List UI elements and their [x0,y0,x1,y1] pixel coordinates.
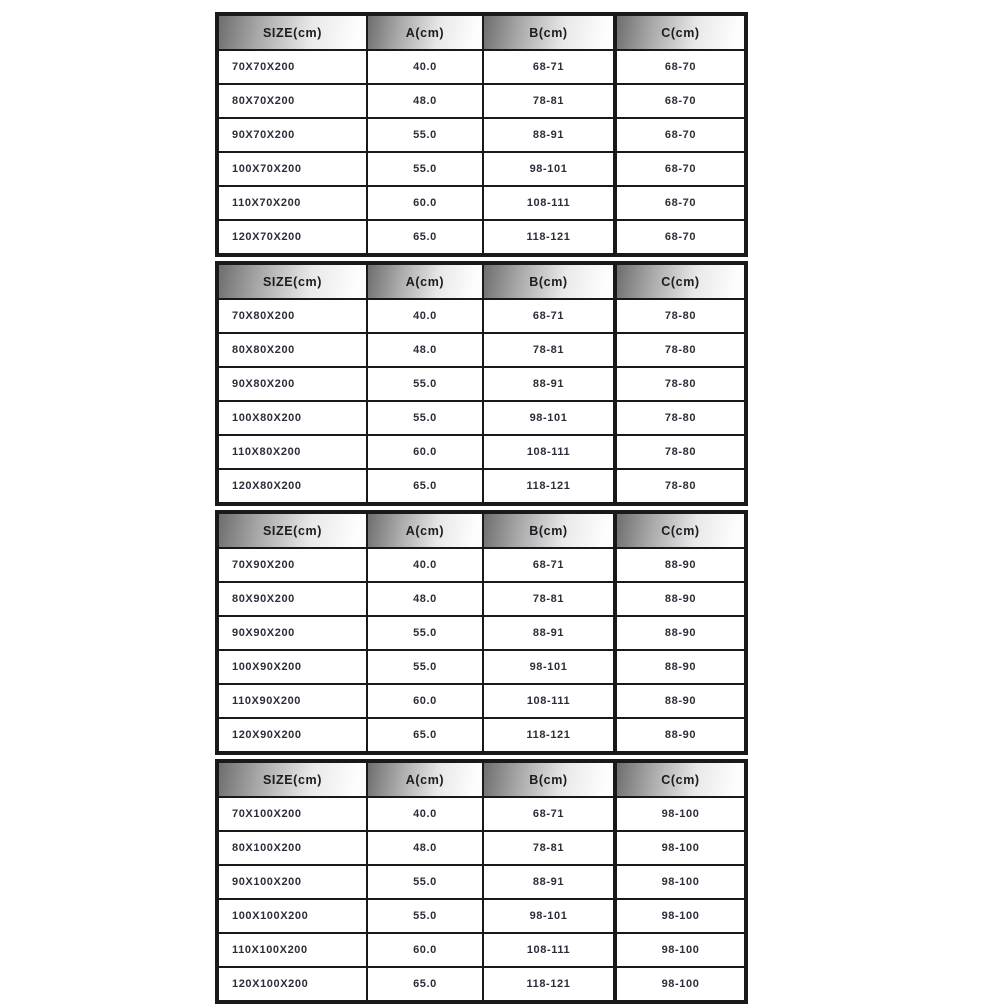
size-cell: 100X100X200 [217,899,367,933]
a-cell: 55.0 [367,616,483,650]
table-row [217,548,746,582]
size-table-70-depth [215,12,748,257]
table-row [217,865,746,899]
size-column-header: SIZE(cm) [217,512,367,548]
table-row [217,50,746,84]
header-row [217,761,746,797]
a-cell: 40.0 [367,797,483,831]
a-column-header: A(cm) [367,263,483,299]
table-row [217,831,746,865]
b-cell: 98-101 [483,899,615,933]
size-cell: 70X100X200 [217,797,367,831]
table-row [217,650,746,684]
c-cell: 68-70 [615,186,746,220]
c-cell: 88-90 [615,582,746,616]
a-cell: 60.0 [367,933,483,967]
size-cell: 90X70X200 [217,118,367,152]
table-row [217,967,746,1002]
c-cell: 68-70 [615,118,746,152]
c-cell: 68-70 [615,220,746,255]
a-cell: 40.0 [367,548,483,582]
c-cell: 88-90 [615,684,746,718]
size-cell: 120X100X200 [217,967,367,1002]
b-cell: 78-81 [483,84,615,118]
size-table-80-depth [215,261,748,506]
c-cell: 78-80 [615,299,746,333]
table-row [217,299,746,333]
table-row [217,152,746,186]
c-cell: 78-80 [615,401,746,435]
a-cell: 65.0 [367,220,483,255]
c-cell: 78-80 [615,333,746,367]
b-column-header: B(cm) [483,14,615,50]
size-cell: 120X80X200 [217,469,367,504]
a-cell: 65.0 [367,967,483,1002]
size-cell: 80X100X200 [217,831,367,865]
a-cell: 48.0 [367,831,483,865]
a-column-header: A(cm) [367,14,483,50]
header-row [217,512,746,548]
size-cell: 70X80X200 [217,299,367,333]
b-cell: 108-111 [483,435,615,469]
c-cell: 98-100 [615,933,746,967]
b-cell: 68-71 [483,797,615,831]
a-cell: 60.0 [367,684,483,718]
b-cell: 88-91 [483,367,615,401]
c-cell: 98-100 [615,797,746,831]
table-row [217,118,746,152]
size-cell: 110X70X200 [217,186,367,220]
table-row [217,333,746,367]
c-cell: 88-90 [615,548,746,582]
a-cell: 55.0 [367,367,483,401]
c-cell: 98-100 [615,831,746,865]
c-column-header: C(cm) [615,761,746,797]
table-row [217,797,746,831]
size-cell: 110X100X200 [217,933,367,967]
size-spec-sheet [215,12,748,1008]
header-row [217,263,746,299]
c-column-header: C(cm) [615,263,746,299]
size-column-header: SIZE(cm) [217,263,367,299]
size-cell: 70X70X200 [217,50,367,84]
a-cell: 40.0 [367,299,483,333]
a-cell: 40.0 [367,50,483,84]
a-cell: 48.0 [367,84,483,118]
a-cell: 48.0 [367,333,483,367]
header-row [217,14,746,50]
table-row [217,435,746,469]
c-cell: 88-90 [615,650,746,684]
c-cell: 98-100 [615,899,746,933]
b-cell: 98-101 [483,401,615,435]
b-cell: 68-71 [483,50,615,84]
b-cell: 98-101 [483,152,615,186]
size-cell: 90X80X200 [217,367,367,401]
b-cell: 88-91 [483,865,615,899]
c-cell: 78-80 [615,469,746,504]
table-row [217,582,746,616]
table-row [217,220,746,255]
b-cell: 108-111 [483,684,615,718]
size-cell: 80X90X200 [217,582,367,616]
b-cell: 118-121 [483,220,615,255]
size-cell: 80X80X200 [217,333,367,367]
table-row [217,684,746,718]
b-column-header: B(cm) [483,761,615,797]
a-cell: 65.0 [367,469,483,504]
a-column-header: A(cm) [367,761,483,797]
a-cell: 55.0 [367,650,483,684]
table-row [217,367,746,401]
size-cell: 100X70X200 [217,152,367,186]
table-row [217,718,746,753]
table-row [217,84,746,118]
size-cell: 100X80X200 [217,401,367,435]
size-cell: 90X90X200 [217,616,367,650]
size-cell: 110X90X200 [217,684,367,718]
size-cell: 120X70X200 [217,220,367,255]
c-cell: 98-100 [615,865,746,899]
table-row [217,616,746,650]
size-column-header: SIZE(cm) [217,761,367,797]
b-cell: 108-111 [483,186,615,220]
c-cell: 98-100 [615,967,746,1002]
b-cell: 98-101 [483,650,615,684]
b-column-header: B(cm) [483,263,615,299]
a-column-header: A(cm) [367,512,483,548]
c-cell: 68-70 [615,152,746,186]
size-cell: 120X90X200 [217,718,367,753]
table-row [217,401,746,435]
a-cell: 60.0 [367,435,483,469]
a-cell: 55.0 [367,152,483,186]
size-cell: 90X100X200 [217,865,367,899]
size-table-90-depth [215,510,748,755]
b-cell: 68-71 [483,548,615,582]
c-cell: 78-80 [615,367,746,401]
b-column-header: B(cm) [483,512,615,548]
a-cell: 60.0 [367,186,483,220]
b-cell: 108-111 [483,933,615,967]
c-column-header: C(cm) [615,14,746,50]
size-table-100-depth [215,759,748,1004]
b-cell: 78-81 [483,333,615,367]
c-column-header: C(cm) [615,512,746,548]
a-cell: 65.0 [367,718,483,753]
a-cell: 55.0 [367,118,483,152]
c-cell: 68-70 [615,50,746,84]
table-row [217,933,746,967]
c-cell: 88-90 [615,616,746,650]
c-cell: 88-90 [615,718,746,753]
table-row [217,186,746,220]
b-cell: 68-71 [483,299,615,333]
b-cell: 88-91 [483,118,615,152]
b-cell: 118-121 [483,718,615,753]
b-cell: 78-81 [483,582,615,616]
table-row [217,899,746,933]
a-cell: 48.0 [367,582,483,616]
b-cell: 78-81 [483,831,615,865]
size-column-header: SIZE(cm) [217,14,367,50]
table-row [217,469,746,504]
size-cell: 70X90X200 [217,548,367,582]
size-cell: 80X70X200 [217,84,367,118]
a-cell: 55.0 [367,899,483,933]
a-cell: 55.0 [367,401,483,435]
size-cell: 100X90X200 [217,650,367,684]
size-cell: 110X80X200 [217,435,367,469]
b-cell: 118-121 [483,469,615,504]
a-cell: 55.0 [367,865,483,899]
c-cell: 68-70 [615,84,746,118]
c-cell: 78-80 [615,435,746,469]
b-cell: 88-91 [483,616,615,650]
b-cell: 118-121 [483,967,615,1002]
